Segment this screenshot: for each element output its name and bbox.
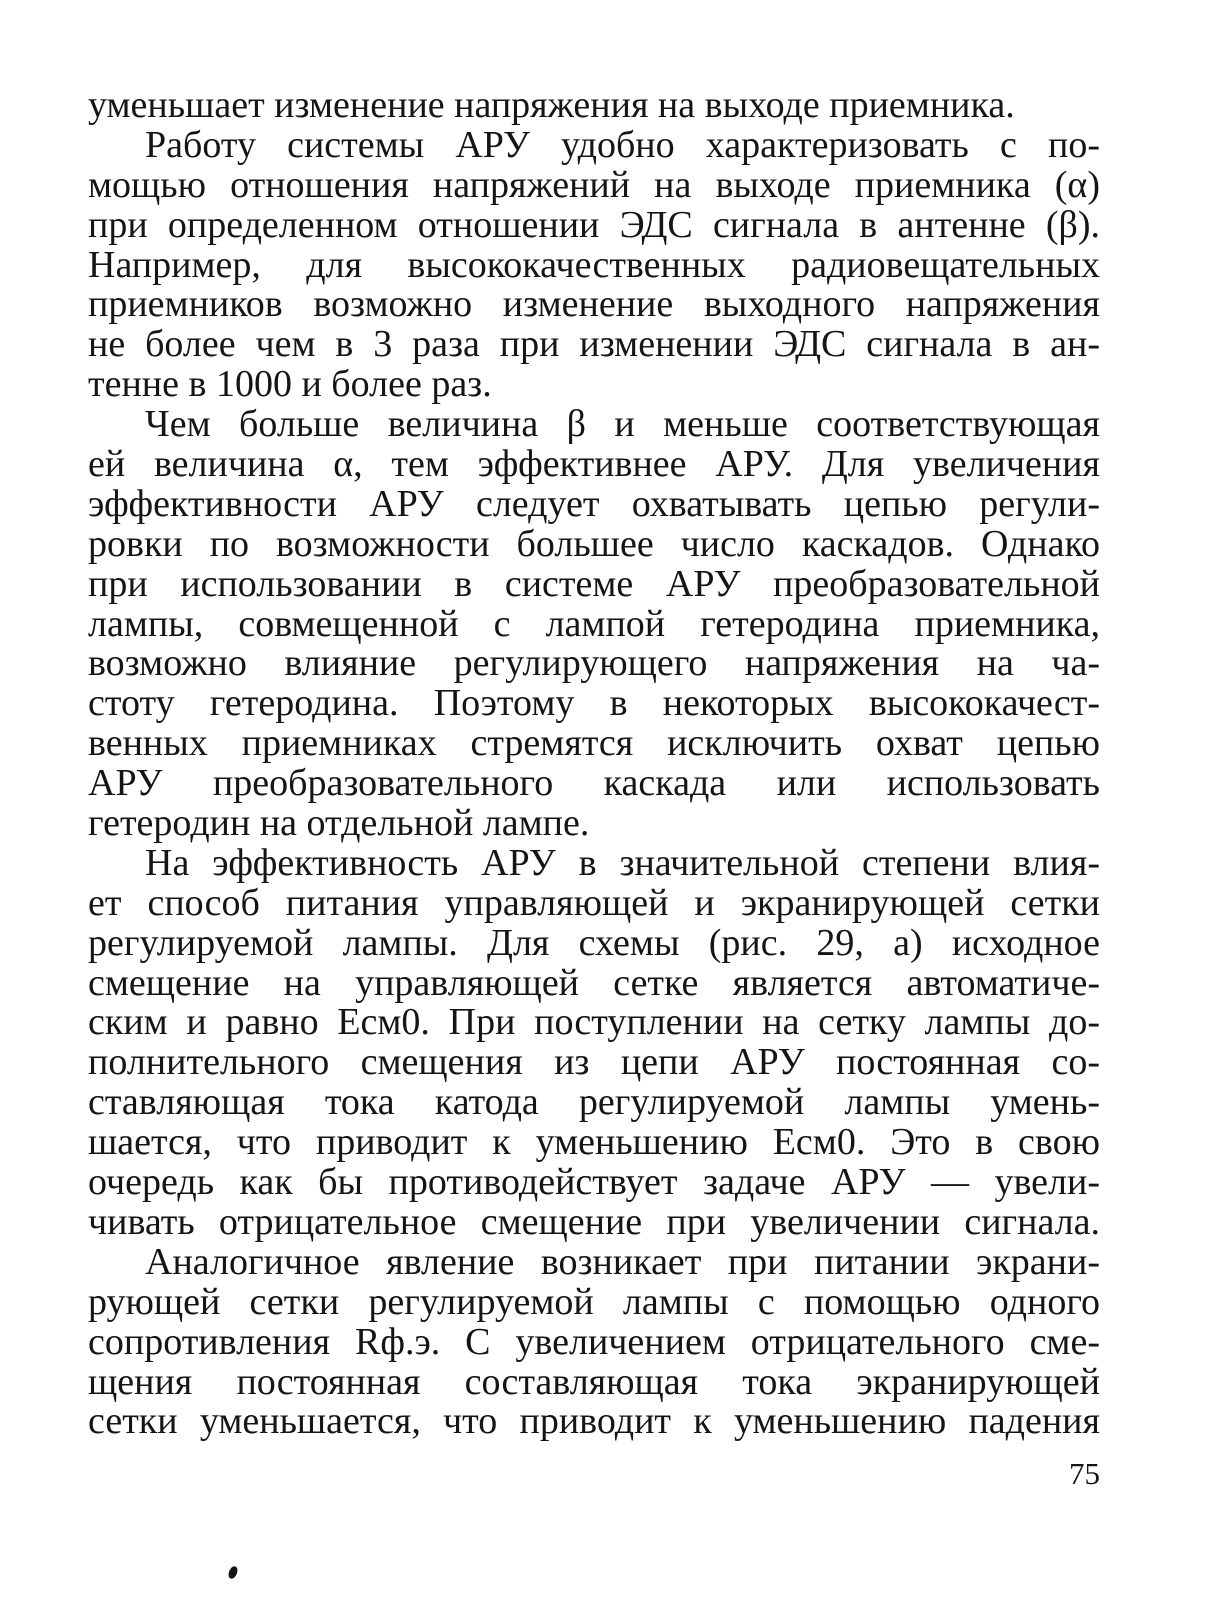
body-text (88, 86, 1100, 1442)
text-line: при определенном отношении ЭДС сигнала в антенне (β). (88, 203, 1100, 246)
text-line: регулируемой лампы. Для схемы (рис. 29, а) исходное (88, 921, 1100, 964)
text-line: приемников возможно изменение выходного напряжения (88, 283, 1100, 326)
text-line: сопротивления Rф.э. С увеличением отрицательного сме- (88, 1320, 1100, 1363)
text-line: смещение на управляющей сетке является автоматиче- (88, 961, 1100, 1004)
text-line: ставляющая тока катода регулируемой лампы умень- (88, 1081, 1100, 1124)
text-line: рующей сетки регулируемой лампы с помощью одного (88, 1280, 1100, 1323)
text-line: Работу системы АРУ удобно характеризовать с по- (145, 123, 1100, 166)
text-line: АРУ преобразовательного каскада или использовать (88, 762, 1100, 805)
page-number: 75 (1069, 1456, 1100, 1491)
text-line: при использовании в системе АРУ преобразовательной (88, 562, 1100, 605)
text-line: мощью отношения напряжений на выходе приемника (α) (88, 163, 1100, 206)
text-line: венных приемниках стремятся исключить охват цепью (88, 722, 1100, 765)
text-line: ровки по возможности большее число каскадов. Однако (88, 522, 1100, 565)
text-line: тенне в 1000 и более раз. (88, 363, 492, 406)
text-line: уменьшает изменение напряжения на выходе приемника. (88, 84, 1015, 126)
text-line: сетки уменьшается, что приводит к уменьшению падения (88, 1400, 1100, 1443)
text-line: возможно влияние регулирующего напряжения на ча- (88, 642, 1100, 685)
text-line: стоту гетеродина. Поэтому в некоторых высококачест- (88, 682, 1100, 725)
text-line: ским и равно Eсм0. При поступлении на сетку лампы до- (88, 1001, 1100, 1044)
text-line: очередь как бы противодействует задаче АРУ — увели- (88, 1161, 1100, 1204)
text-line: ей величина α, тем эффективнее АРУ. Для увеличения (88, 443, 1100, 486)
text-line: Например, для высококачественных радиовещательных (88, 243, 1100, 286)
text-line: ет способ питания управляющей и экранирующей сетки (88, 881, 1100, 924)
text-line: щения постоянная составляющая тока экранирующей (88, 1360, 1100, 1403)
text-line: гетеродин на отдельной лампе. (88, 802, 590, 845)
text-line: эффективности АРУ следует охватывать цепью регули- (88, 482, 1100, 525)
text-line: чивать отрицательное смещение при увеличении сигнала. (88, 1200, 1100, 1243)
text-line: На эффективность АРУ в значительной степени влия- (145, 841, 1100, 884)
text-line: не более чем в 3 раза при изменении ЭДС сигнала в ан- (88, 323, 1100, 366)
ink-speck (227, 1565, 239, 1580)
text-line: шается, что приводит к уменьшению Eсм0. Это в свою (88, 1121, 1100, 1164)
text-line: Чем больше величина β и меньше соответствующая (145, 403, 1100, 446)
text-line: Аналогичное явление возникает при питании экрани- (145, 1240, 1100, 1283)
text-line: полнительного смещения из цепи АРУ постоянная со- (88, 1041, 1100, 1084)
text-line: лампы, совмещенной с лампой гетеродина приемника, (88, 602, 1100, 645)
